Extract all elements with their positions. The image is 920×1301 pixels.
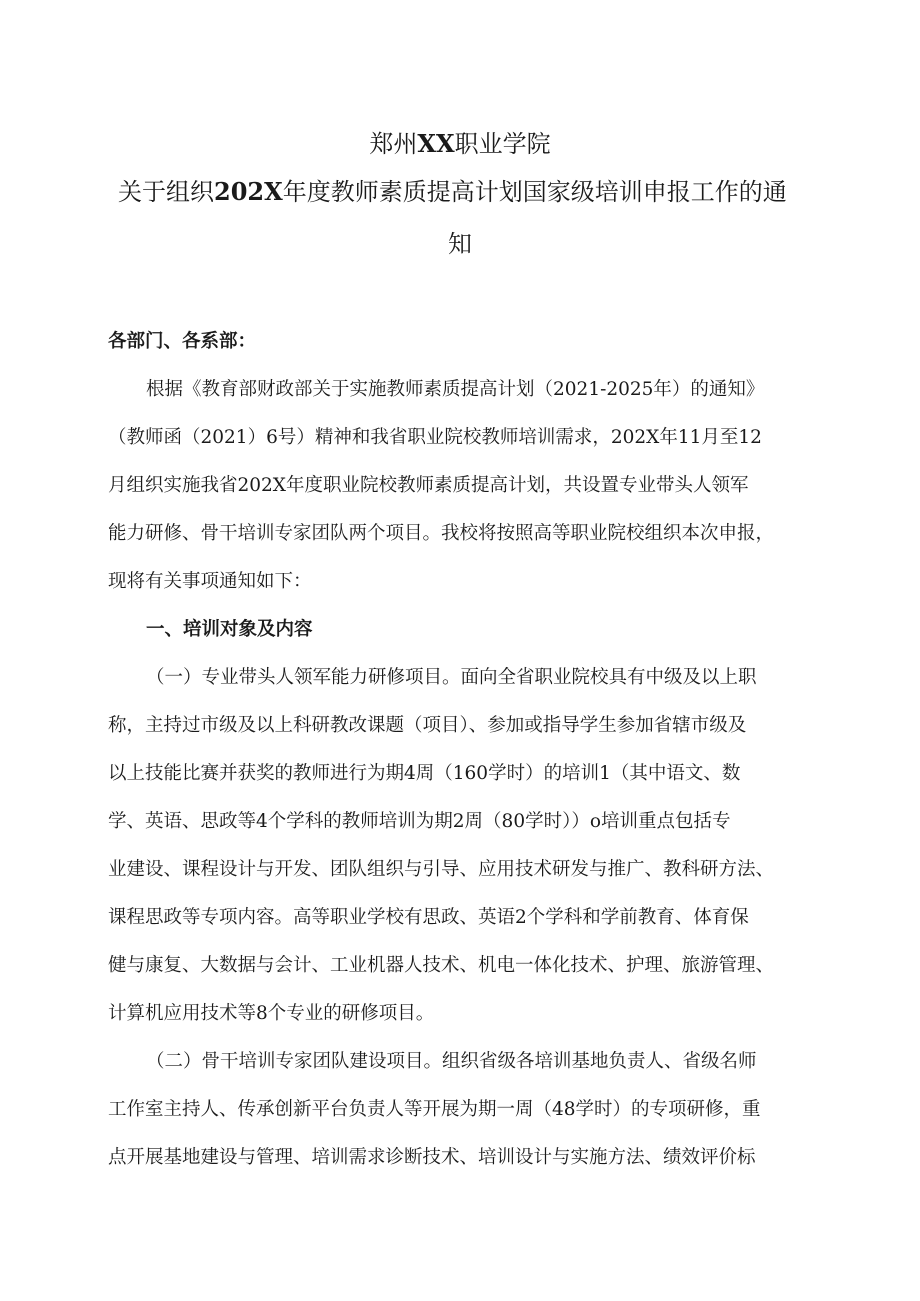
item-2-paragraph — [108, 1038, 822, 1182]
title-line-2-part-b: 202X — [214, 177, 283, 206]
title-line-3: 知 — [448, 230, 472, 258]
intro-line: 现将有关事项通知如下： — [108, 571, 312, 592]
item-1-line: 学、英语、思政等4个学科的教师培训为期2周（80学时））o培训重点包括专 — [108, 811, 731, 832]
title-line-2-part-a: 关于组织 — [118, 178, 214, 206]
item-2-line: 点开展基地建设与管理、培训需求诊断技术、培训设计与实施方法、绩效评价标 — [108, 1147, 756, 1168]
item-1-line: 健与康复、大数据与会计、工业机器人技术、机电一体化技术、护理、旅游管理、 — [108, 955, 775, 976]
item-1-line: 业建设、课程设计与开发、团队组织与引导、应用技术研发与推广、教科研方法、 — [108, 859, 775, 880]
title-line-1-part-a: 郑州 — [369, 130, 418, 158]
item-1-line: 以上技能比赛并获奖的教师进行为期4周（160学时）的培训1（其中语文、数 — [108, 763, 741, 784]
title-line-1-part-b: XX — [417, 129, 455, 158]
salutation: 各部门、各系部： — [108, 331, 257, 352]
title-line-2 — [40, 177, 880, 206]
section-1-heading-text: 一、培训对象及内容 — [146, 619, 313, 640]
item-2-line: 工作室主持人、传承创新平台负责人等开展为期一周（48学时）的专项研修，重 — [108, 1099, 761, 1120]
title-line-1 — [0, 129, 920, 158]
title-line-1-part-c: 职业学院 — [454, 130, 551, 158]
item-1-line: 课程思政等专项内容。高等职业学校有思政、英语2个学科和学前教育、体育保 — [108, 907, 749, 928]
item-1-line: 称，主持过市级及以上科研教改课题（项目）、参加或指导学生参加省辖市级及 — [108, 715, 747, 736]
intro-line: 能力研修、骨干培训专家团队两个项目。我校将按照高等职业院校组织本次申报， — [108, 523, 775, 544]
title-line-2-part-c: 年度教师素质提高计划国家级培训申报工作的通 — [282, 178, 787, 206]
intro-line: 月组织实施我省202X年度职业院校教师素质提高计划，共设置专业带头人领军 — [108, 475, 749, 496]
item-1-paragraph — [108, 654, 822, 1038]
item-1-line: 计算机应用技术等8个专业的研修项目。 — [108, 1003, 435, 1024]
section-1-heading — [108, 606, 822, 654]
item-2-line: （二）骨干培训专家团队建设项目。组织省级各培训基地负责人、省级名师 — [146, 1051, 757, 1072]
intro-paragraph — [108, 366, 822, 606]
intro-line: （教师函（2021）6号）精神和我省职业院校教师培训需求，202X年11月至12 — [108, 427, 762, 448]
document-body — [108, 318, 822, 1182]
item-1-line: （一）专业带头人领军能力研修项目。面向全省职业院校具有中级及以上职 — [146, 667, 757, 688]
intro-line: 根据《教育部财政部关于实施教师素质提高计划（2021-2025年）的通知》 — [146, 379, 765, 400]
